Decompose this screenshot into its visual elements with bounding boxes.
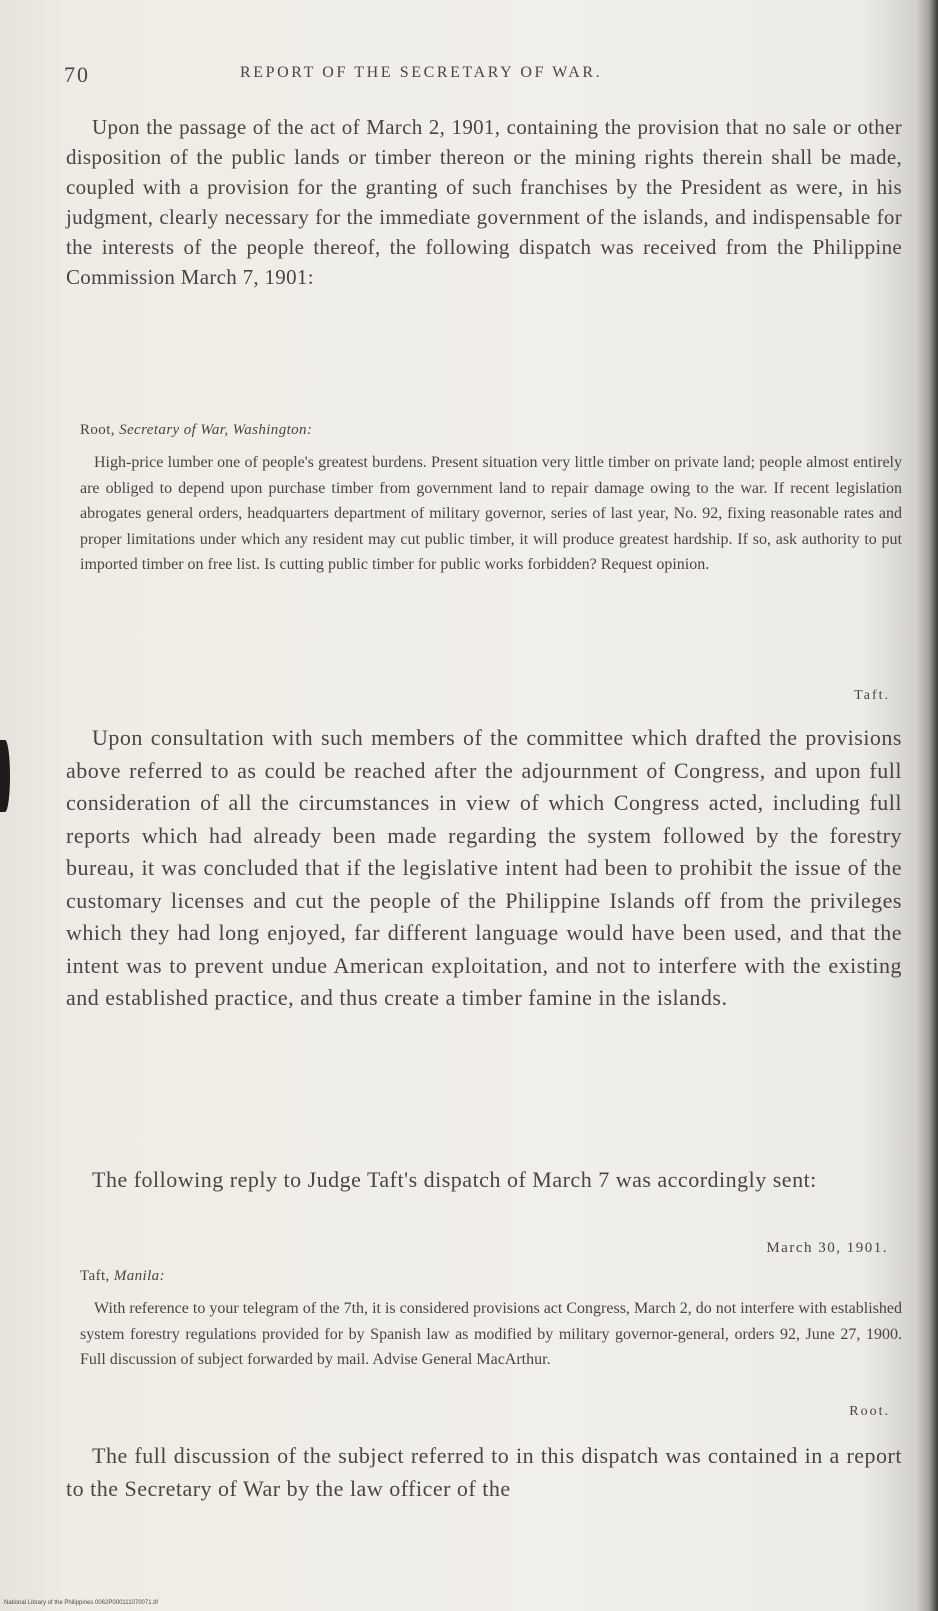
dispatch-1-addressee-name: Root, bbox=[80, 422, 115, 438]
dispatch-1-addressee-title: Secretary of War, Washington: bbox=[119, 422, 313, 438]
scan-footer: National Library of the Philippines 0062P000111070071.tif bbox=[4, 1600, 158, 1606]
paragraph-full-discussion: The full discussion of the subject referred to in this dispatch was contained in a report to the Secretary of War by the law officer of the bbox=[66, 1443, 902, 1501]
dispatch-2-signature: Root. bbox=[849, 1404, 890, 1419]
dispatch-1-signature: Taft. bbox=[854, 688, 890, 703]
paragraph-reply-intro: The following reply to Judge Taft's dispatch of March 7 was accordingly sent: bbox=[92, 1167, 817, 1192]
page-header bbox=[64, 62, 904, 92]
paragraph-consultation: Upon consultation with such members of the committee which drafted the provisions above referred to as could be reached after the adjournment of Congress, and upon full consideration of all the circumstances in view of which Congress acted, including full reports which had already been made regarding the system followed by the forestry bureau, it was concluded that if the legislative intent had been to prohibit the issue of the customary licenses and cut the people of the Philippine Islands off from the privileges which they had long enjoyed, far different language would have been used, and that the intent was to prevent undue American exploitation, and not to interfere with the existing and established practice, and thus create a timber famine in the islands. bbox=[66, 725, 902, 1010]
page-number: 70 bbox=[64, 62, 90, 87]
dispatch-2-addressee-place: Manila: bbox=[113, 1268, 165, 1284]
dispatch-2-addressee-name: Taft, bbox=[80, 1268, 110, 1284]
dispatch-1-body: High-price lumber one of people's greatest burdens. Present situation very little timber on private land; people almost entirely are obliged to depend upon purchase timber from government land to repair damage owing to the war. If recent legislation abrogates general orders, headquarters department of military governor, series of last year, No. 92, fixing reasonable rates and proper limitations under which any resident may cut public timber, it will produce greatest hardship. If so, ask authority to put imported timber on free list. Is cutting public timber for public works forbidden? Request opinion. bbox=[80, 454, 902, 573]
dispatch-2-date: March 30, 1901. bbox=[766, 1240, 888, 1256]
dispatch-2-body: With reference to your telegram of the 7th, it is considered provisions act Congress, March 2, do not interfere with established system forestry regulations provided for by Spanish law as modified by military governor-general, orders 92, June 27, 1900. Full discussion of subject forwarded by mail. Advise General MacArthur. bbox=[80, 1300, 902, 1368]
binding-mark bbox=[0, 740, 10, 812]
dispatch-1-addressee bbox=[80, 422, 312, 439]
paragraph-intro: Upon the passage of the act of March 2, 1901, containing the provision that no sale or other disposition of the public lands or timber thereon or the mining rights therein shall be made, coupled with a provision for the granting of such franchises by the President as were, in his judgment, clearly necessary for the immediate government of the islands, and indispensable for the interests of the people thereof, the following dispatch was received from the Philippine Commission March 7, 1901: bbox=[66, 115, 902, 289]
running-head: REPORT OF THE SECRETARY OF WAR. bbox=[240, 64, 603, 81]
dispatch-2-addressee bbox=[80, 1268, 165, 1285]
page-edge-shadow bbox=[916, 0, 938, 1611]
